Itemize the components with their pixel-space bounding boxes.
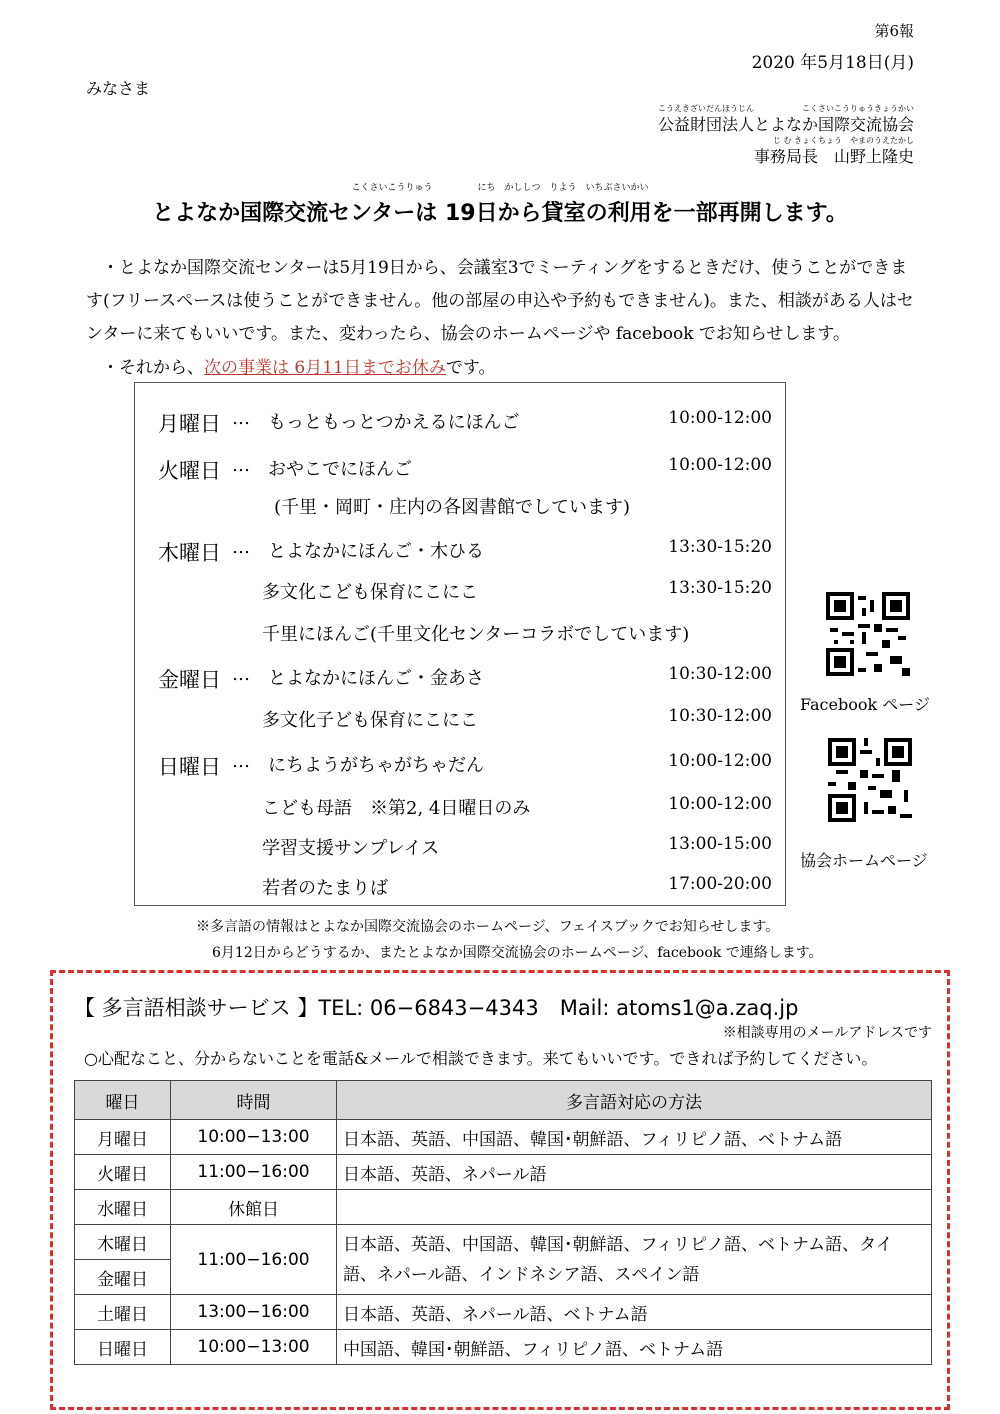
schedule-day: 日曜日 [158, 755, 221, 779]
row-languages: 中国語、韓国･朝鮮語、フィリピノ語、ベトナム語 [337, 1330, 932, 1365]
homepage-qr-label: 協会ホームページ [800, 851, 928, 870]
column-header-time: 時間 [171, 1081, 337, 1120]
row-time: 10:00−13:00 [171, 1120, 337, 1155]
table-row [75, 1295, 932, 1330]
consultation-intro: ○心配なこと、分からないことを電話&メールで相談できます。来てもいいです。できれば予約してください。 [84, 1049, 878, 1068]
consultation-heading: 【 多言語相談サービス 】TEL: 06−6843−4343 Mail: atoms1@a.zaq.jp [74, 996, 799, 1020]
row-time: 13:00−16:00 [171, 1295, 337, 1330]
suspension-prefix: ・それから、 [102, 358, 204, 378]
row-time: 11:00−16:00 [171, 1155, 337, 1190]
schedule-activity: 多文化子ども保育にこにこ [262, 710, 478, 731]
schedule-time: 10:30-12:00 [668, 664, 772, 684]
schedule-time: 10:00-12:00 [668, 408, 772, 428]
note-multilingual-info: ※多言語の情報はとよなか国際交流協会のホームページ、フェイスブックでお知らせします。 [196, 919, 780, 935]
column-header-languages: 多言語対応の方法 [337, 1081, 932, 1120]
schedule-activity: おやこでにほんご [268, 459, 412, 480]
org-ruby: こうえきざいだんほうじん こくさいこうりゅうきょうかい [658, 104, 914, 113]
schedule-time: 10:30-12:00 [668, 706, 772, 726]
schedule-time: 13:30-15:20 [668, 578, 772, 598]
schedule-dots: … [232, 408, 250, 429]
row-languages: 日本語、英語、ネパール語、ベトナム語 [337, 1295, 932, 1330]
schedule-dots: … [232, 537, 250, 558]
paragraph-suspension [86, 352, 916, 385]
table-header-row [75, 1081, 932, 1120]
schedule-time: 17:00-20:00 [668, 874, 772, 894]
table-row [75, 1120, 932, 1155]
row-languages: 日本語、英語、ネパール語 [337, 1155, 932, 1190]
greeting: みなさま [86, 79, 151, 98]
schedule-activity: もっともっとつかえるにほんご [268, 412, 520, 433]
row-languages [337, 1190, 932, 1225]
table-row [75, 1190, 932, 1225]
facebook-qr-label: Facebook ページ [800, 695, 930, 714]
schedule-activity: にちようがちゃがちゃだん [268, 755, 484, 776]
row-day: 水曜日 [75, 1190, 171, 1225]
row-day: 土曜日 [75, 1295, 171, 1330]
row-time: 10:00−13:00 [171, 1330, 337, 1365]
schedule-activity: 学習支援サンプレイス [262, 838, 440, 859]
suspension-suffix: です。 [445, 358, 496, 378]
schedule-time: 13:00-15:00 [668, 834, 772, 854]
schedule-day: 月曜日 [158, 412, 221, 436]
row-time: 11:00−16:00 [171, 1225, 337, 1295]
issue-number: 第6報 [874, 22, 914, 40]
page-title: とよなか国際交流センターは 19日から貸室の利用を一部再開します。 [152, 201, 848, 226]
facebook-qr-code-icon[interactable] [826, 592, 910, 676]
sender-block [658, 104, 914, 168]
schedule-dots: … [232, 455, 250, 476]
schedule-time: 10:00-12:00 [668, 794, 772, 814]
title-ruby: こくさいこうりゅう にち かししつ りよう いちぶさいかい [351, 183, 649, 193]
suspension-highlight: 次の事業は 6月11日までお休み [204, 358, 446, 378]
schedule-activity: 千里にほんご(千里文化センターコラボでしています) [262, 624, 690, 645]
row-languages: 日本語、英語、中国語、韓国･朝鮮語、フィリピノ語、ベトナム語、タイ語、ネパール語、インドネシア語、スペイン語 [337, 1225, 932, 1295]
schedule-activity: 多文化こども保育にこにこ [262, 582, 478, 603]
paragraph-reopen: ・とよなか国際交流センターは5月19日から、会議室3でミーティングをするときだけ、使うことができます(フリースペースは使うことができません。他の部屋の申込や予約もできません)。また、相談がある人はセンターに来てもいいです。また、変わったら、協会のホームページや facebook でお知らせします。 [86, 258, 914, 344]
schedule-activity: (千里・岡町・庄内の各図書館でしています) [274, 497, 631, 518]
issue-date: 2020 年5月18日(月) [751, 53, 914, 73]
schedule-dots: … [232, 751, 250, 772]
director-name: 事務局長 山野上隆史 [753, 147, 914, 166]
row-day: 日曜日 [75, 1330, 171, 1365]
director-ruby: じ む きょくちょう やまのうえたかし [772, 136, 914, 145]
schedule-time: 10:00-12:00 [668, 455, 772, 475]
schedule-activity: 若者のたまりば [262, 878, 388, 899]
schedule-activity: こども母語 ※第2, 4日曜日のみ [262, 798, 531, 819]
homepage-qr-code-icon[interactable] [828, 738, 912, 822]
table-row [75, 1225, 932, 1260]
table-row [75, 1330, 932, 1365]
consultation-schedule-table [74, 1080, 932, 1365]
column-header-day: 曜日 [75, 1081, 171, 1120]
schedule-time: 10:00-12:00 [668, 751, 772, 771]
org-name: 公益財団法人とよなか国際交流協会 [657, 115, 914, 134]
row-day: 木曜日 [75, 1225, 171, 1260]
row-day: 火曜日 [75, 1155, 171, 1190]
row-day: 月曜日 [75, 1120, 171, 1155]
schedule-day: 火曜日 [158, 459, 221, 483]
consultation-mail-note: ※相談専用のメールアドレスです [722, 1025, 932, 1041]
row-day: 金曜日 [75, 1260, 171, 1295]
row-time: 休館日 [171, 1190, 337, 1225]
schedule-activity: とよなかにほんご・金あさ [268, 668, 484, 689]
schedule-dots: … [232, 664, 250, 685]
row-languages: 日本語、英語、中国語、韓国･朝鮮語、フィリピノ語、ベトナム語 [337, 1120, 932, 1155]
table-row [75, 1155, 932, 1190]
schedule-day: 金曜日 [158, 668, 221, 692]
schedule-time: 13:30-15:20 [668, 537, 772, 557]
schedule-day: 木曜日 [158, 541, 221, 565]
note-june-update: 6月12日からどうするか、またとよなか国際交流協会のホームページ、facebook で連絡します。 [212, 945, 823, 961]
schedule-activity: とよなかにほんご・木ひる [268, 541, 484, 562]
